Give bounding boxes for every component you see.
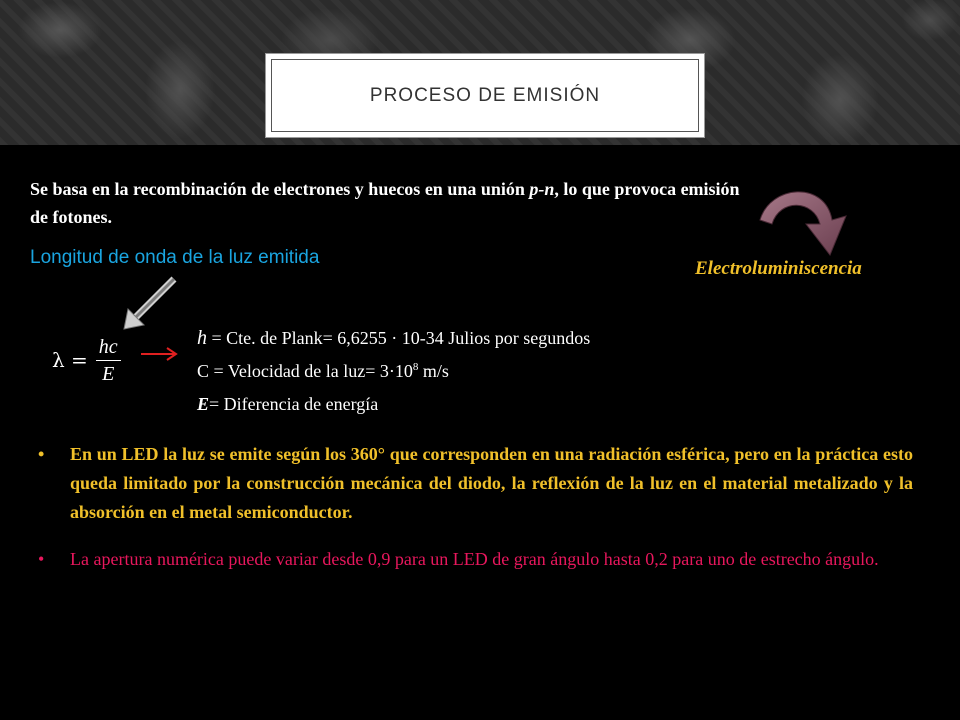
def-e	[197, 388, 590, 421]
subtitle: Longitud de onda de la luz emitida	[30, 247, 320, 268]
list-item	[38, 545, 913, 574]
def-e-text: = Diferencia de energía	[209, 394, 379, 414]
slide-content	[0, 145, 960, 720]
intro-part1: Se basa en la recombinación de electrones y huecos en una unión	[30, 179, 530, 199]
definitions	[197, 322, 590, 421]
bullet-marker: •	[38, 444, 45, 464]
bullet-text: La apertura numérica puede variar desde 0,9 para un LED de gran ángulo hasta 0,2 para uno de estrecho ángulo.	[70, 549, 879, 569]
formula-denominator: E	[102, 362, 115, 385]
def-c-exp: 8	[412, 361, 419, 373]
def-h-text: = Cte. de Plank= 6,6255 · 10-34 Julios por segundos	[207, 328, 591, 348]
bullet-text: En un LED la luz se emite según los 360° que corresponden en una radiación esférica, pero en la práctica esto queda limitado por la construcción mecánica del diodo, la reflexión de la luz en el material metalizado y la absorción en el metal semiconductor.	[70, 444, 913, 522]
list-item	[38, 440, 913, 527]
bullet-list	[38, 440, 913, 592]
wavelength-formula	[52, 330, 121, 390]
title-box	[265, 53, 705, 138]
bullet-marker: •	[38, 549, 45, 569]
right-arrow-icon	[140, 346, 180, 362]
def-c-text: C = Velocidad de la luz= 3·10	[197, 361, 413, 381]
intro-part2: , lo que provoca emisión de fotones.	[30, 179, 740, 227]
down-left-arrow-icon	[120, 273, 180, 333]
def-c	[197, 355, 590, 388]
intro-text	[30, 175, 750, 231]
def-h	[197, 322, 590, 355]
def-h-symbol: h	[197, 327, 207, 349]
slide-title: PROCESO DE EMISIÓN	[369, 84, 601, 106]
formula-lhs: λ =	[52, 348, 88, 372]
def-e-symbol: E	[197, 394, 210, 414]
curved-arrow-icon	[750, 180, 860, 270]
electroluminiscencia-label: Electroluminiscencia	[695, 258, 862, 279]
formula-fraction	[96, 335, 121, 386]
formula-numerator: hc	[96, 335, 121, 361]
intro-pn: p-n	[529, 179, 555, 199]
def-c-unit: m/s	[418, 361, 449, 381]
